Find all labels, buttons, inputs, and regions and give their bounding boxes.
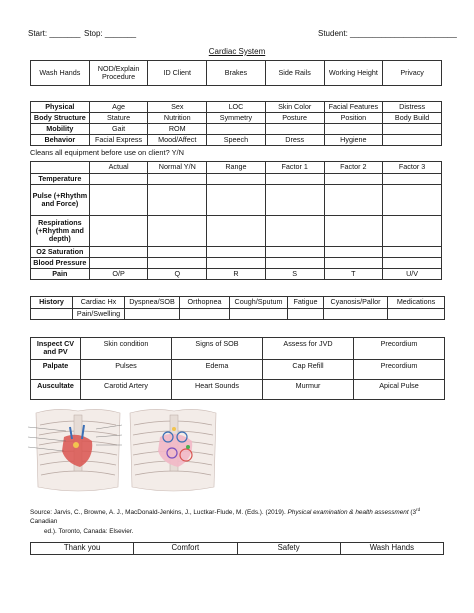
student-field: Student: ________________________ xyxy=(318,29,457,38)
grid-cell: Symmetry xyxy=(207,113,266,124)
pain-s: S xyxy=(265,269,324,280)
history-item: Cardiac Hx xyxy=(73,297,125,309)
grid-cell xyxy=(207,124,266,135)
intro-side-rails: Side Rails xyxy=(265,61,324,86)
grid-cell xyxy=(383,135,442,146)
exam-cell: Signs of SOB xyxy=(172,338,263,360)
vital-o2-saturation: O2 Saturation xyxy=(31,247,90,258)
pain-t: T xyxy=(324,269,383,280)
source-citation xyxy=(30,507,442,536)
grid-cell: Age xyxy=(89,102,148,113)
grid-cell: Gait xyxy=(89,124,148,135)
grid-cell: Distress xyxy=(383,102,442,113)
intro-table xyxy=(30,60,442,86)
intro-id-client: ID Client xyxy=(148,61,207,86)
exam-palpate-label: Palpate xyxy=(31,360,81,380)
exam-cell: Assess for JVD xyxy=(263,338,354,360)
page-title: Cardiac System xyxy=(208,47,266,56)
grid-cell: Sex xyxy=(148,102,207,113)
exam-cell: Carotid Artery xyxy=(81,380,172,400)
history-item: Fatigue xyxy=(288,297,324,309)
grid-cell: Position xyxy=(324,113,383,124)
history-table xyxy=(30,296,445,320)
start-field: Start: _______ xyxy=(28,29,81,38)
grid-cell: LOC xyxy=(207,102,266,113)
general-assessment-table xyxy=(30,101,442,146)
vital-respirations: Respirations (+Rhythm and depth) xyxy=(31,216,90,247)
closing-comfort: Comfort xyxy=(134,543,237,555)
history-item: Dyspnea/SOB xyxy=(125,297,180,309)
grid-cell: Mood/Affect xyxy=(148,135,207,146)
history-item: Cyanosis/Pallor xyxy=(324,297,388,309)
citation-title: Physical examination & health assessment xyxy=(287,509,409,517)
grid-cell xyxy=(324,124,383,135)
vitals-header-factor1: Factor 1 xyxy=(265,162,324,174)
pain-q: Q xyxy=(148,269,207,280)
history-item: Pain/Swelling xyxy=(73,309,125,320)
grid-cell: Body Build xyxy=(383,113,442,124)
grid-cell: Facial Features xyxy=(324,102,383,113)
vital-pain: Pain xyxy=(31,269,90,280)
intro-working-height: Working Height xyxy=(324,61,383,86)
closing-thank-you: Thank you xyxy=(31,543,134,555)
grid-cell xyxy=(265,124,324,135)
row-label-behavior: Behavior xyxy=(31,135,90,146)
history-item: Cough/Sputum xyxy=(230,297,288,309)
grid-cell xyxy=(383,124,442,135)
row-label-physical: Physical xyxy=(31,102,90,113)
exam-auscultate-label: Auscultate xyxy=(31,380,81,400)
exam-cell: Precordium xyxy=(354,360,445,380)
exam-cell: Skin condition xyxy=(81,338,172,360)
stop-field: Stop: _______ xyxy=(84,29,137,38)
vitals-header-factor3: Factor 3 xyxy=(383,162,442,174)
exam-cell: Precordium xyxy=(354,338,445,360)
grid-cell: Skin Color xyxy=(265,102,324,113)
grid-cell: Hygiene xyxy=(324,135,383,146)
intro-nod-explain: NOD/Explain Procedure xyxy=(89,61,148,86)
intro-privacy: Privacy xyxy=(383,61,442,86)
row-label-body-structure: Body Structure xyxy=(31,113,90,124)
citation-publisher: ed.). Toronto, Canada: Elsevier. xyxy=(44,527,134,535)
chest-front-view-right xyxy=(130,409,216,491)
closing-table xyxy=(30,542,444,555)
vitals-table xyxy=(30,161,442,280)
citation-country: Canadian xyxy=(30,518,58,526)
vital-blood-pressure: Blood Pressure xyxy=(31,258,90,269)
vitals-header-actual: Actual xyxy=(89,162,148,174)
exam-cell: Apical Pulse xyxy=(354,380,445,400)
grid-cell: Posture xyxy=(265,113,324,124)
equipment-note: Cleans all equipment before use on client? Y/N xyxy=(30,148,184,157)
vitals-header-range: Range xyxy=(207,162,266,174)
exam-cell: Cap Refill xyxy=(263,360,354,380)
intro-brakes: Brakes xyxy=(207,61,266,86)
pain-r: R xyxy=(207,269,266,280)
closing-safety: Safety xyxy=(237,543,340,555)
pain-op: O/P xyxy=(89,269,148,280)
vital-pulse: Pulse (+Rhythm and Force) xyxy=(31,185,90,216)
exam-table xyxy=(30,337,445,400)
citation-authors: Source: Jarvis, C., Browne, A. J., MacDonald-Jenkins, J., Luctkar-Flude, M. (Eds.). (2019). xyxy=(30,509,286,517)
grid-cell: ROM xyxy=(148,124,207,135)
citation-edition: (3 xyxy=(410,509,417,517)
closing-wash-hands: Wash Hands xyxy=(340,543,443,555)
exam-cell: Heart Sounds xyxy=(172,380,263,400)
exam-cell: Edema xyxy=(172,360,263,380)
vitals-header-normal: Normal Y/N xyxy=(148,162,207,174)
grid-cell: Stature xyxy=(89,113,148,124)
vital-temperature: Temperature xyxy=(31,174,90,185)
exam-cell: Pulses xyxy=(81,360,172,380)
vitals-header-factor2: Factor 2 xyxy=(324,162,383,174)
chest-front-view-left xyxy=(28,409,122,491)
grid-cell: Speech xyxy=(207,135,266,146)
exam-cell: Murmur xyxy=(263,380,354,400)
grid-cell: Dress xyxy=(265,135,324,146)
history-label: History xyxy=(31,297,73,309)
row-label-mobility: Mobility xyxy=(31,124,90,135)
grid-cell: Facial Express xyxy=(89,135,148,146)
heart-chest-illustration xyxy=(26,407,220,495)
pain-uv: U/V xyxy=(383,269,442,280)
citation-edition-sup: rd xyxy=(416,507,421,512)
exam-inspect-label: Inspect CV and PV xyxy=(31,338,81,360)
grid-cell: Nutrition xyxy=(148,113,207,124)
intro-wash-hands: Wash Hands xyxy=(31,61,90,86)
vitals-header-blank xyxy=(31,162,90,174)
history-item: Orthopnea xyxy=(180,297,230,309)
history-item: Medications xyxy=(388,297,445,309)
